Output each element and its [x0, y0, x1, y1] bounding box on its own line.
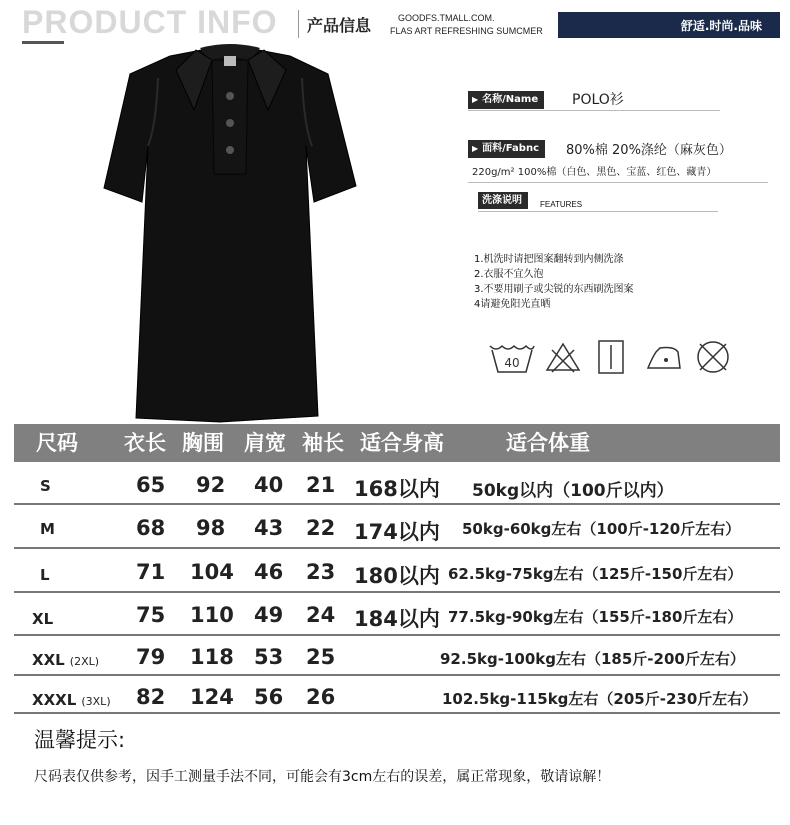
care-item: 3.不要用刷子或尖锐的东西刷洗图案 — [474, 284, 634, 295]
title-underline — [22, 41, 64, 44]
row-divider — [14, 674, 780, 676]
fabric-label: ▶ 面料/Fabnc — [468, 140, 545, 158]
row-height: 184以内 — [354, 607, 440, 631]
no-bleach-icon — [544, 340, 582, 374]
row-shoulder: 49 — [254, 603, 284, 627]
name-value: POLO衫 — [572, 92, 624, 108]
row-divider — [14, 712, 780, 714]
row-sleeve: 24 — [306, 603, 336, 627]
row-length: 79 — [136, 645, 166, 669]
info-divider — [478, 211, 718, 212]
row-shoulder: 46 — [254, 560, 284, 584]
row-size: XXXL — [32, 691, 77, 709]
row-size-note: (2XL) — [69, 655, 100, 668]
row-size-note: (3XL) — [81, 695, 111, 708]
row-chest: 110 — [190, 603, 234, 627]
row-weight: 77.5kg-90kg左右（155斤-180斤左右） — [448, 608, 743, 626]
row-size: S — [40, 477, 51, 495]
row-weight: 102.5kg-115kg左右（205斤-230斤左右） — [442, 690, 758, 708]
note-text: 尺码表仅供参考，因手工测量手法不同，可能会有3cm左右的误差，属正常现象，敬请谅解！ — [34, 769, 611, 785]
page-title: PRODUCT INFO — [22, 4, 278, 40]
fabric-value: 80%棉 20%涤纶（麻灰色） — [566, 143, 732, 158]
row-sleeve: 22 — [306, 516, 336, 540]
polo-shirt-image — [100, 26, 360, 424]
row-divider — [14, 547, 780, 549]
info-divider — [468, 110, 720, 111]
row-size-group — [32, 690, 111, 709]
header-height: 适合身高 — [360, 431, 444, 455]
header-chest: 胸围 — [182, 431, 224, 455]
header-banner — [558, 12, 780, 38]
row-shoulder: 56 — [254, 685, 284, 709]
name-label: ▶ 名称/Name — [468, 91, 544, 109]
wash-label: 洗涤说明 — [478, 192, 528, 209]
header-shoulder: 肩宽 — [244, 431, 286, 455]
row-height: 174以内 — [354, 520, 440, 544]
row-chest: 98 — [196, 516, 226, 540]
row-divider — [14, 503, 780, 505]
header-length: 衣长 — [124, 431, 166, 455]
row-chest: 92 — [196, 473, 226, 497]
header-slogan: FLAS ART REFRESHING SUMCMER — [390, 26, 543, 36]
row-length: 65 — [136, 473, 166, 497]
care-instructions — [474, 252, 634, 312]
low-iron-icon — [644, 340, 684, 374]
row-chest: 118 — [190, 645, 234, 669]
row-chest: 124 — [190, 685, 234, 709]
care-item: 2.衣服不宜久泡 — [474, 269, 544, 280]
row-size-group — [32, 650, 99, 669]
row-length: 75 — [136, 603, 166, 627]
row-weight: 50kg以内（100斤以内） — [472, 481, 674, 501]
wash-label-en: FEATURES — [540, 200, 583, 209]
section-title-cn: 产品信息 — [307, 16, 372, 35]
banner-text: 舒适.时尚.品味 — [680, 18, 762, 33]
row-size: L — [40, 566, 50, 584]
row-sleeve: 25 — [306, 645, 336, 669]
header-size: 尺码 — [36, 431, 78, 455]
note-title: 温馨提示: — [34, 728, 126, 752]
row-height: 168以内 — [354, 477, 440, 501]
info-divider — [468, 182, 768, 183]
row-shoulder: 53 — [254, 645, 284, 669]
row-divider — [14, 591, 780, 593]
row-height: 180以内 — [354, 564, 440, 588]
row-sleeve: 23 — [306, 560, 336, 584]
no-dry-clean-icon — [694, 338, 732, 376]
row-size: XXL — [32, 651, 65, 669]
row-length: 82 — [136, 685, 166, 709]
row-shoulder: 43 — [254, 516, 284, 540]
row-shoulder: 40 — [254, 473, 284, 497]
row-weight: 50kg-60kg左右（100斤-120斤左右） — [462, 520, 741, 538]
row-size: XL — [32, 610, 54, 628]
hang-dry-icon — [596, 338, 626, 376]
header-weight: 适合体重 — [506, 431, 590, 455]
row-sleeve: 21 — [306, 473, 336, 497]
header-url: GOODFS.TMALL.COM. — [398, 13, 495, 23]
row-sleeve: 26 — [306, 685, 336, 709]
row-weight: 92.5kg-100kg左右（185斤-200斤左右） — [440, 650, 745, 668]
wash-temp: 40 — [504, 356, 520, 370]
triangle-icon: ▶ — [472, 144, 479, 153]
care-item: 1.机洗时请把图案翻转到内侧洗涤 — [474, 254, 624, 265]
wash-40-icon — [486, 338, 536, 376]
row-chest: 104 — [190, 560, 234, 584]
triangle-icon: ▶ — [472, 95, 479, 104]
row-divider — [14, 634, 780, 636]
care-item: 4请避免阳光直晒 — [474, 299, 551, 310]
row-size: M — [40, 520, 55, 538]
row-weight: 62.5kg-75kg左右（125斤-150斤左右） — [448, 565, 743, 583]
row-length: 68 — [136, 516, 166, 540]
header-sleeve: 袖长 — [302, 431, 344, 455]
row-length: 71 — [136, 560, 166, 584]
fabric-colors: 220g/m² 100%棉（白色、黑色、宝蓝、红色、藏青） — [472, 167, 717, 178]
